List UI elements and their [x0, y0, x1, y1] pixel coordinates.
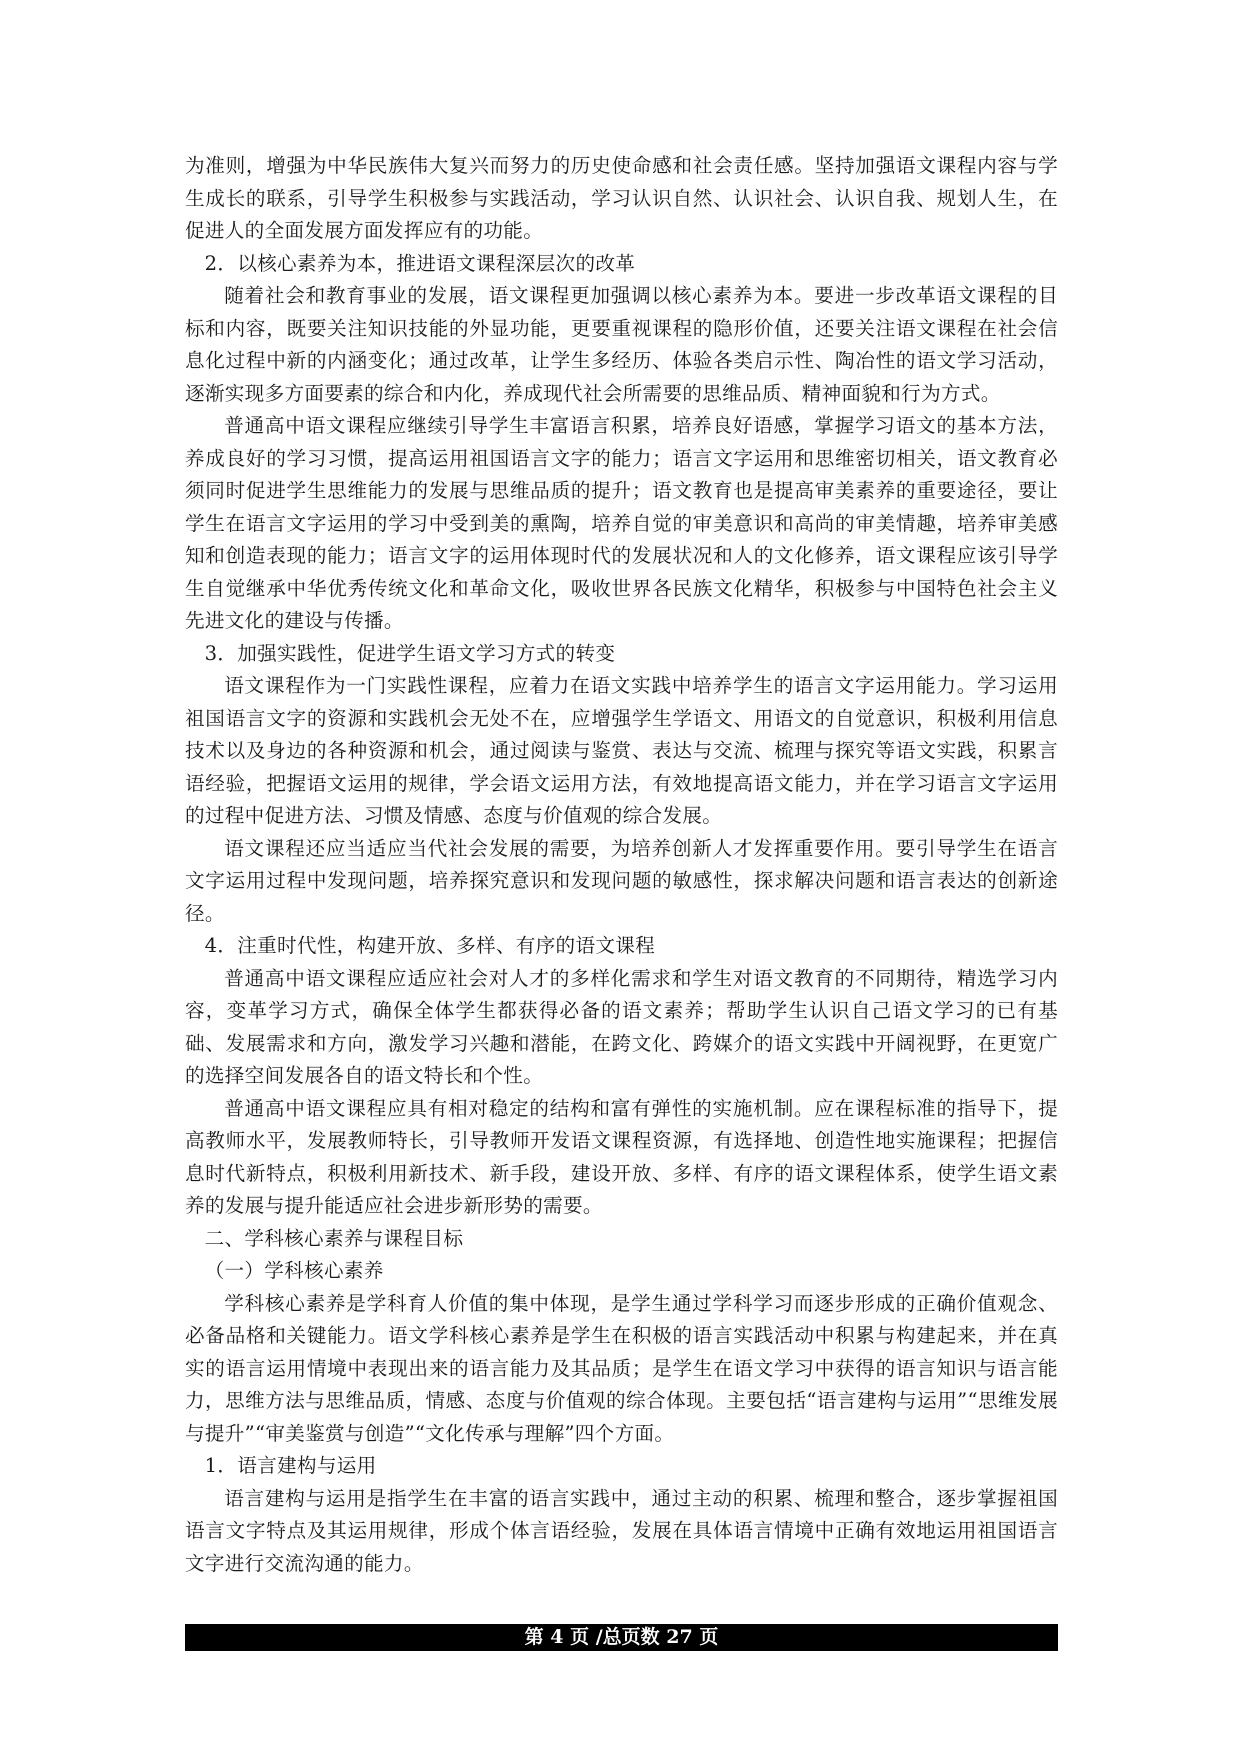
section-heading: 2．以核心素养为本，推进语文课程深层次的改革	[204, 251, 636, 275]
paragraph: 语文课程还应当适应当代社会发展的需要，为培养创新人才发挥重要作用。要引导学生在语言文字运用过程中发现问题，培养探究意识和发现问题的敏感性，探求解决问题和语言表达的创新途径。	[185, 836, 1058, 925]
paragraph: 普通高中语文课程应继续引导学生丰富语言积累，培养良好语感，掌握学习语文的基本方法，养成良好的学习习惯，提高运用祖国语言文字的能力；语言文字运用和思维密切相关，语文教育必须同时促进学生思维能力的发展与思维品质的提升；语文教育也是提高审美素养的重要途径，要让学生在语言文字运用的学习中受到美的熏陶，培养自觉的审美意识和高尚的审美情趣，培养审美感知和创造表现的能力；语言文字的运用体现时代的发展状况和人的文化修养，语文课程应该引导学生自觉继承中华优秀传统文化和革命文化，吸收世界各民族文化精华，积极参与中国特色社会主义先进文化的建设与传播。	[185, 414, 1058, 632]
section-heading: 3．加强实践性，促进学生语文学习方式的转变	[204, 641, 616, 665]
paragraph: 随着社会和教育事业的发展，语文课程更加强调以核心素养为本。要进一步改革语文课程的目标和内容，既要关注知识技能的外显功能，更要重视课程的隐形价值，还要关注语文课程在社会信息化过程中新的内涵变化；通过改革，让学生多经历、体验各类启示性、陶冶性的语文学习活动，逐渐实现多方面要素的综合和内化，养成现代社会所需要的思维品质、精神面貌和行为方式。	[185, 284, 1058, 405]
document-body	[185, 150, 1058, 1580]
paragraph: 语文课程作为一门实践性课程，应着力在语文实践中培养学生的语言文字运用能力。学习运用祖国语言文字的资源和实践机会无处不在，应增强学生学语文、用语文的自觉意识，积极利用信息技术以及身边的各种资源和机会，通过阅读与鉴赏、表达与交流、梳理与探究等语文实践，积累言语经验，把握语文运用的规律，学会语文运用方法，有效地提高语文能力，并在学习语言文字运用的过程中促进方法、习惯及情感、态度与价值观的综合发展。	[185, 674, 1058, 827]
section-heading: 4．注重时代性，构建开放、多样、有序的语文课程	[204, 934, 656, 957]
section-heading: 1．语言建构与运用	[204, 1454, 377, 1477]
page-number-label: 第 4 页 /总页数 27 页	[524, 1626, 719, 1648]
subsection-heading: （一）学科核心素养	[204, 1259, 384, 1282]
chapter-heading: 二、学科核心素养与课程目标	[204, 1226, 464, 1250]
page-footer	[185, 1624, 1058, 1651]
paragraph: 语言建构与运用是指学生在丰富的语言实践中，通过主动的积累、梳理和整合，逐步掌握祖国语言文字特点及其运用规律，形成个体言语经验，发展在具体语言情境中正确有效地运用祖国语言文字进行交流沟通的能力。	[185, 1486, 1058, 1575]
paragraph: 学科核心素养是学科育人价值的集中体现，是学生通过学科学习而逐步形成的正确价值观念、必备品格和关键能力。语文学科核心素养是学生在积极的语言实践活动中积累与构建起来，并在真实的语言运用情境中表现出来的语言能力及其品质；是学生在语文学习中获得的语言知识与语言能力，思维方法与思维品质，情感、态度与价值观的综合体现。主要包括“语言建构与运用”“思维发展与提升”“审美鉴赏与创造”“文化传承与理解”四个方面。	[185, 1291, 1058, 1445]
paragraph: 普通高中语文课程应适应社会对人才的多样化需求和学生对语文教育的不同期待，精选学习内容，变革学习方式，确保全体学生都获得必备的语文素养；帮助学生认识自己语文学习的已有基础、发展需求和方向，激发学习兴趣和潜能，在跨文化、跨媒介的语文实践中开阔视野，在更宽广的选择空间发展各自的语文特长和个性。	[185, 966, 1058, 1087]
paragraph-continued: 为准则，增强为中华民族伟大复兴而努力的历史使命感和社会责任感。坚持加强语文课程内容与学生成长的联系，引导学生积极参与实践活动，学习认识自然、认识社会、认识自我、规划人生，在促进人的全面发展方面发挥应有的功能。	[185, 154, 1058, 242]
paragraph: 普通高中语文课程应具有相对稳定的结构和富有弹性的实施机制。应在课程标准的指导下，提高教师水平，发展教师特长，引导教师开发语文课程资源，有选择地、创造性地实施课程；把握信息时代新特点，积极利用新技术、新手段，建设开放、多样、有序的语文课程体系，使学生语文素养的发展与提升能适应社会进步新形势的需要。	[185, 1096, 1058, 1217]
